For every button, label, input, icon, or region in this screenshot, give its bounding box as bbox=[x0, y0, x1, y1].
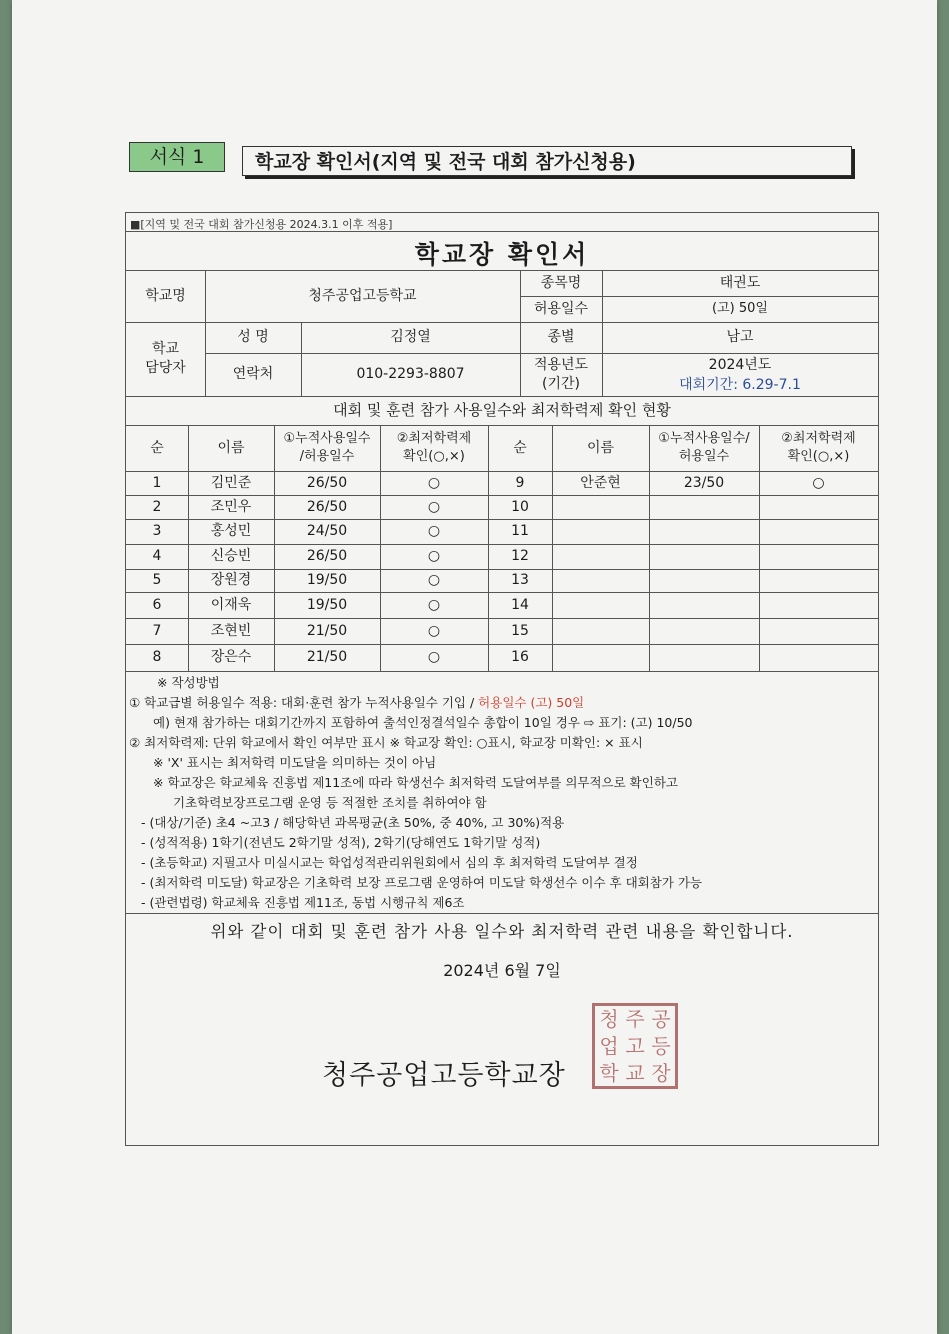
table-cell-days2 bbox=[649, 519, 759, 544]
note-line-2: 예) 현재 참가하는 대회기간까지 포함하여 출석인정결석일수 총합이 10일 경우 ⇨ 표기: (고) 10/50 bbox=[153, 715, 693, 730]
table-cell-check: ○ bbox=[427, 596, 441, 613]
table-cell-name: 김민준 bbox=[210, 474, 252, 491]
table-cell-days2 bbox=[649, 495, 759, 519]
table-cell-name2 bbox=[552, 544, 649, 569]
header-no: 순 bbox=[150, 439, 164, 456]
table-cell-days: 26/50 bbox=[306, 548, 348, 565]
principal-name: 청주공업고등학교장 bbox=[322, 1060, 566, 1091]
table-cell-no: 8 bbox=[152, 649, 162, 666]
table-cell-check: ○ bbox=[427, 498, 441, 515]
certificate-document bbox=[125, 212, 879, 1146]
paper bbox=[12, 0, 937, 1334]
table-cell-days: 26/50 bbox=[306, 474, 348, 491]
table-cell-name: 홍성민 bbox=[210, 523, 252, 540]
note-line-10: - (최저학력 미도달) 학교장은 기초학력 보장 프로그램 운영하여 미도달 학생선수 이수 후 대회참가 가능 bbox=[141, 875, 702, 890]
table-cell-check2: ○ bbox=[812, 474, 825, 491]
header-name: 이름 bbox=[217, 439, 245, 456]
document-title: 학교장 확인서 bbox=[414, 240, 590, 269]
table-cell-name2 bbox=[552, 644, 649, 671]
form-header bbox=[129, 142, 856, 178]
header-check: ②최저학력제 확인(○,×) bbox=[396, 431, 472, 464]
table-cell-no2: 14 bbox=[511, 596, 529, 613]
table-cell-name: 신승빈 bbox=[210, 548, 252, 565]
header-name-2: 이름 bbox=[586, 439, 615, 456]
table-cell-check2 bbox=[759, 644, 878, 671]
table-cell-days: 21/50 bbox=[306, 649, 348, 666]
header-days-2: ①누적사용일수/ 허용일수 bbox=[658, 431, 750, 464]
table-cell-check: ○ bbox=[427, 548, 441, 565]
allowed-days-label: 허용일수 bbox=[533, 300, 589, 317]
table-cell-name: 장은수 bbox=[210, 649, 252, 666]
event-value: 태권도 bbox=[719, 274, 761, 291]
table-cell-no2: 16 bbox=[511, 649, 529, 666]
table-cell-check: ○ bbox=[427, 572, 441, 589]
note-line-8: - (성적적용) 1학기(전년도 2학기말 성적), 2학기(당해연도 1학기말 성적) bbox=[141, 835, 541, 850]
table-cell-name2: 안준현 bbox=[580, 474, 621, 491]
table-cell-days: 19/50 bbox=[306, 596, 348, 613]
table-cell-name2 bbox=[552, 592, 649, 618]
school-value: 청주공업고등학교 bbox=[308, 287, 417, 304]
note-line-1: ① 학교급별 허용일수 적용: 대회·훈련 참가 누적사용일수 기입 / 허용일수 (고) 50일 bbox=[129, 695, 585, 710]
table-cell-name2 bbox=[552, 519, 649, 544]
table-cell-check2 bbox=[759, 519, 878, 544]
table-cell-no: 6 bbox=[152, 596, 162, 613]
table-cell-name: 조민우 bbox=[210, 498, 252, 515]
manager-label: 학교 담당자 bbox=[145, 341, 186, 376]
table-cell-days: 24/50 bbox=[306, 523, 348, 540]
event-label: 종목명 bbox=[540, 274, 582, 291]
note-line-6: 기초학력보장프로그램 운영 등 적절한 조치를 취하여야 함 bbox=[173, 795, 487, 810]
allowed-days-value: (고) 50일 bbox=[712, 301, 768, 317]
table-cell-check: ○ bbox=[427, 474, 441, 491]
table-cell-days2: 23/50 bbox=[683, 474, 725, 491]
contact-value: 010-2293-8807 bbox=[356, 366, 465, 383]
table-cell-no2: 13 bbox=[511, 572, 529, 589]
table-cell-days2 bbox=[649, 544, 759, 569]
official-seal: 청 주 공 업 고 등 학 교 장 bbox=[592, 1003, 678, 1089]
table-cell-name2 bbox=[552, 495, 649, 519]
table-cell-no: 4 bbox=[152, 548, 162, 565]
table-cell-days2 bbox=[649, 592, 759, 618]
table-cell-name2 bbox=[552, 569, 649, 592]
table-cell-no2: 11 bbox=[511, 523, 529, 540]
top-note: ■[지역 및 전국 대회 참가신청용 2024.3.1 이후 적용] bbox=[130, 218, 393, 231]
table-cell-no2: 12 bbox=[511, 548, 529, 565]
table-cell-check2 bbox=[759, 592, 878, 618]
note-line-9: - (초등학교) 지필고사 미실시교는 학업성적관리위원회에서 심의 후 최저학력 도달여부 결정 bbox=[141, 855, 638, 870]
name-label: 성 명 bbox=[237, 329, 269, 346]
table-cell-no: 2 bbox=[152, 498, 162, 515]
contact-label: 연락처 bbox=[232, 366, 274, 383]
category-value: 남고 bbox=[726, 329, 754, 346]
note-line-7: - (대상/기준) 초4 ~고3 / 해당학년 과목평균(초 50%, 중 40%, 고 30%)적용 bbox=[141, 815, 565, 830]
table-cell-no: 3 bbox=[152, 523, 162, 540]
table-cell-check2 bbox=[759, 618, 878, 644]
manager-name: 김정열 bbox=[390, 329, 431, 346]
table-cell-check2 bbox=[759, 495, 878, 519]
table-cell-check: ○ bbox=[427, 649, 441, 666]
table-cell-name: 이재욱 bbox=[210, 596, 252, 613]
category-label: 종별 bbox=[547, 329, 575, 346]
note-line-5: ※ 학교장은 학교체육 진흥법 제11조에 따라 학생선수 최저학력 도달여부를 의무적으로 확인하고 bbox=[153, 775, 678, 790]
table-cell-days2 bbox=[649, 644, 759, 671]
form-title: 학교장 확인서(지역 및 전국 대회 참가신청용) bbox=[242, 146, 852, 176]
note-line-11: - (관련법령) 학교체육 진흥법 제11조, 동법 시행규칙 제6조 bbox=[141, 895, 465, 910]
table-cell-check2 bbox=[759, 569, 878, 592]
note-line-4: ※ 'X' 표시는 최저학력 미도달을 의미하는 것이 아님 bbox=[153, 755, 437, 770]
table-cell-name: 장원경 bbox=[210, 572, 252, 589]
table-cell-name2 bbox=[552, 618, 649, 644]
header-check-2: ②최저학력제 확인(○,×) bbox=[781, 431, 856, 464]
table-cell-check: ○ bbox=[427, 622, 441, 639]
writing-instructions bbox=[129, 673, 877, 913]
table-cell-no2: 10 bbox=[511, 498, 529, 515]
header-days: ①누적사용일수 /허용일수 bbox=[283, 431, 371, 464]
year-value: 2024년도 bbox=[708, 357, 772, 374]
table-cell-no2: 15 bbox=[511, 622, 529, 639]
period-value: 대회기간: 6.29-7.1 bbox=[679, 377, 801, 394]
year-label: 적용년도 (기간) bbox=[533, 356, 589, 392]
section-title: 대회 및 훈련 참가 사용일수와 최저학력제 확인 현황 bbox=[333, 401, 671, 420]
table-cell-no2: 9 bbox=[515, 474, 525, 491]
table-cell-days: 19/50 bbox=[306, 572, 348, 589]
school-label: 학교명 bbox=[145, 287, 186, 304]
form-number: 서식 1 bbox=[129, 142, 225, 172]
table-cell-no: 1 bbox=[152, 474, 162, 491]
note-line-3: ② 최저학력제: 단위 학교에서 확인 여부만 표시 ※ 학교장 확인: ○표시, 학교장 미확인: × 표시 bbox=[129, 735, 643, 750]
table-cell-check: ○ bbox=[427, 523, 441, 540]
table-cell-days2 bbox=[649, 569, 759, 592]
table-cell-no: 5 bbox=[152, 572, 162, 589]
issue-date: 2024년 6월 7일 bbox=[443, 961, 561, 980]
table-cell-days2 bbox=[649, 618, 759, 644]
confirmation-statement: 위와 같이 대회 및 훈련 참가 사용 일수와 최저학력 관련 내용을 확인합니다. bbox=[210, 922, 794, 941]
table-cell-name: 조현빈 bbox=[210, 622, 252, 639]
table-cell-no: 7 bbox=[152, 622, 162, 639]
table-cell-check2 bbox=[759, 544, 878, 569]
notes-heading: ※ 작성방법 bbox=[157, 675, 220, 690]
table-cell-days: 21/50 bbox=[306, 622, 348, 639]
table-cell-days: 26/50 bbox=[306, 498, 348, 515]
header-no-2: 순 bbox=[513, 439, 527, 456]
